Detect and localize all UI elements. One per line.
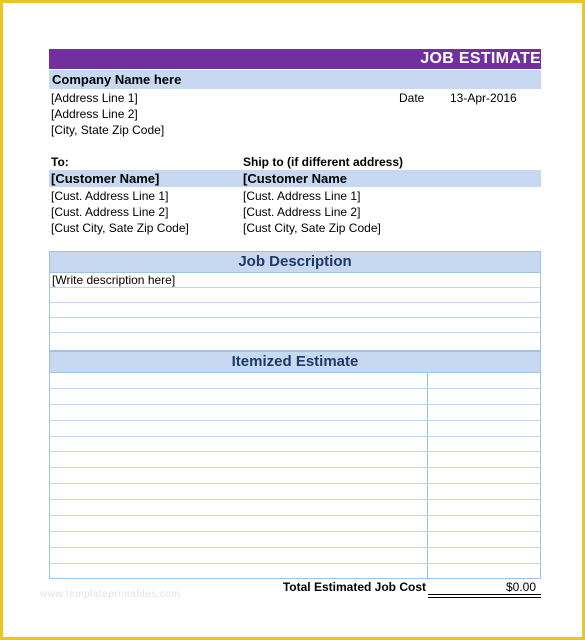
address-line-1: [Address Line 1] xyxy=(51,91,138,105)
itemized-row[interactable] xyxy=(50,468,540,484)
job-description-line[interactable]: [Write description here] xyxy=(50,273,540,288)
itemized-estimate-box xyxy=(49,351,541,579)
bill-to-address-2: [Cust. Address Line 2] xyxy=(51,205,169,219)
job-description-heading: Job Description xyxy=(50,252,540,273)
cost-column-divider xyxy=(427,500,428,515)
itemized-row[interactable] xyxy=(50,421,540,437)
itemized-row[interactable] xyxy=(50,437,540,453)
itemized-row[interactable] xyxy=(50,452,540,468)
bill-to-city: [Cust City, Sate Zip Code] xyxy=(51,221,189,235)
total-underline xyxy=(428,594,541,595)
total-double-underline xyxy=(428,597,541,598)
city-state-zip: [City, State Zip Code] xyxy=(51,123,165,137)
company-name: Company Name here xyxy=(52,72,182,87)
date-value: 13-Apr-2016 xyxy=(450,91,517,105)
job-description-line[interactable] xyxy=(50,303,540,318)
cost-column-divider xyxy=(427,484,428,499)
itemized-row[interactable] xyxy=(50,373,540,389)
document-title: JOB ESTIMATE xyxy=(420,50,541,67)
ship-to-address-1: [Cust. Address Line 1] xyxy=(243,189,361,203)
cost-column-divider xyxy=(427,437,428,452)
job-description-box xyxy=(49,251,541,351)
cost-column-divider xyxy=(427,373,428,388)
cost-column-divider xyxy=(427,468,428,483)
cost-column-divider xyxy=(427,516,428,531)
cost-column-divider xyxy=(427,421,428,436)
total-label: Total Estimated Job Cost xyxy=(282,580,426,594)
itemized-row[interactable] xyxy=(50,405,540,421)
bill-to-name: [Customer Name] xyxy=(51,171,160,186)
job-description-line[interactable] xyxy=(50,318,540,333)
address-line-2: [Address Line 2] xyxy=(51,107,138,121)
itemized-row[interactable] xyxy=(50,484,540,500)
watermark: www.templateprintables.com xyxy=(40,589,181,600)
title-bar xyxy=(49,49,541,69)
itemized-row[interactable] xyxy=(50,548,540,564)
cost-column-divider xyxy=(427,532,428,547)
total-value: $0.00 xyxy=(505,580,536,594)
itemized-estimate-heading: Itemized Estimate xyxy=(50,352,540,373)
itemized-row[interactable] xyxy=(50,564,540,580)
date-label: Date xyxy=(399,91,425,105)
cost-column-divider xyxy=(427,389,428,404)
ship-to-label: Ship to (if different address) xyxy=(243,155,404,169)
cost-column-divider xyxy=(427,548,428,563)
ship-to-name: [Customer Name xyxy=(243,171,348,186)
job-description-line[interactable] xyxy=(50,288,540,303)
itemized-row[interactable] xyxy=(50,532,540,548)
itemized-row[interactable] xyxy=(50,389,540,405)
cost-column-divider xyxy=(427,564,428,580)
ship-to-city: [Cust City, Sate Zip Code] xyxy=(243,221,381,235)
itemized-row[interactable] xyxy=(50,516,540,532)
itemized-row[interactable] xyxy=(50,500,540,516)
ship-to-address-2: [Cust. Address Line 2] xyxy=(243,205,361,219)
cost-column-divider xyxy=(427,405,428,420)
bill-to-address-1: [Cust. Address Line 1] xyxy=(51,189,169,203)
job-description-line[interactable] xyxy=(50,333,540,348)
bill-to-label: To: xyxy=(51,155,69,169)
cost-column-divider xyxy=(427,452,428,467)
